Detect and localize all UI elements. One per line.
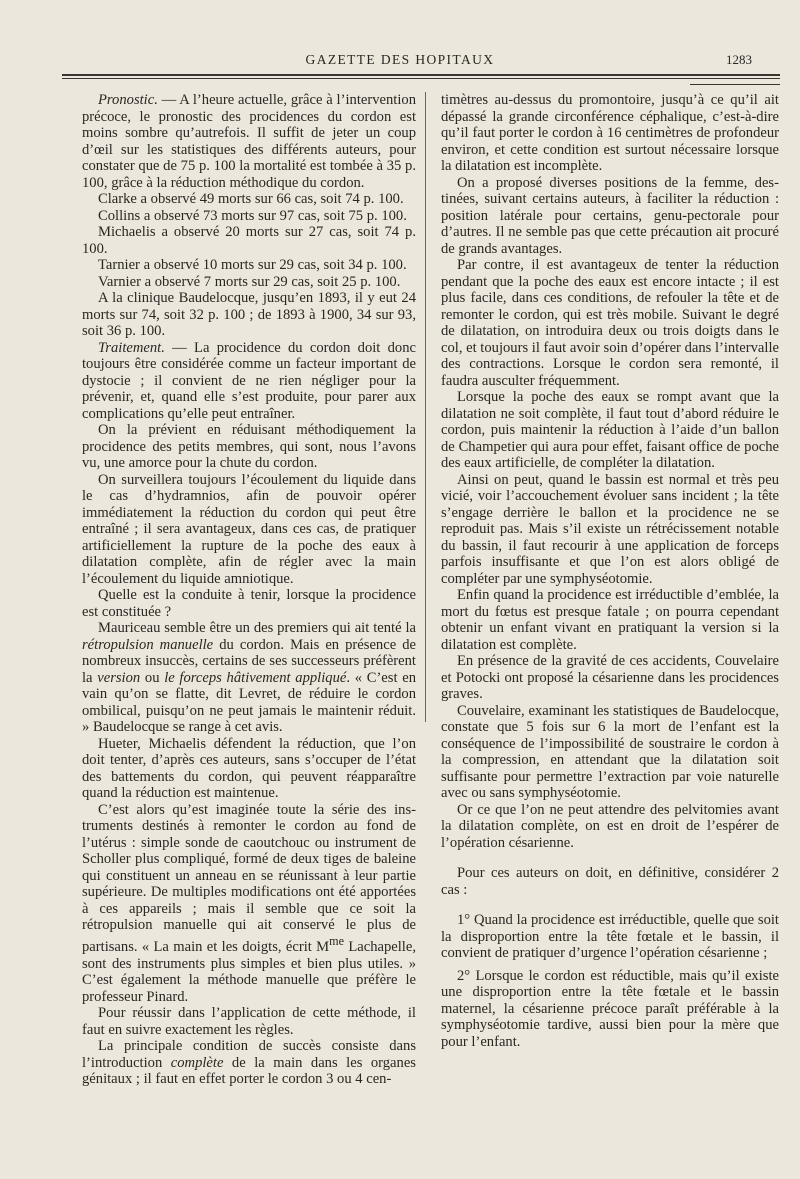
- paragraph-text: Couvelaire, examinant les statistiques de Baudelocque, constate que 5 fois sur 6 la mort de l’enfant est la conséquence de l’impossibilité de soustraire le cordon à la compression, en attendant que la dilatation soit suffisante pour permettre l’extraction par voie naturelle avec ou sans symphyséotomie.: [441, 702, 779, 801]
- right-column-paragraph: [441, 865, 779, 898]
- paragraph-text: Or ce que l’on ne peut attendre des pelvitomies avant la dilatation complète, on est en droit de l’espérer de l’opération césarienne.: [441, 801, 779, 851]
- left-column-paragraph: [82, 1005, 416, 1038]
- paragraph-text: Pour ces auteurs on doit, en définitive, considérer 2 cas :: [441, 865, 779, 898]
- header-rule-short: [690, 84, 780, 85]
- left-column-paragraph: [82, 422, 416, 472]
- section-lead: Pronostic.: [98, 92, 158, 108]
- left-column-paragraph: [82, 736, 416, 802]
- right-column-paragraph: [441, 472, 779, 588]
- section-lead: Traitement.: [98, 339, 165, 356]
- column-divider: [425, 92, 426, 722]
- left-column-paragraph: [82, 208, 416, 225]
- paragraph-text: 1° Quand la procidence est irréductible, quelle que soit la disproportion entre la tête fœtale et le bassin, il convient de pratiquer d’urgence l’opération césarienne ;: [441, 912, 779, 961]
- paragraph-text: Lorsque la poche des eaux se rompt avant que la dilatation ne soit complète, il faut tout d’abord réduire le cordon, puis maintenir la réduction à l’aide d’un ballon de Champetier qui aura pour effet, faisant office de poche des eaux artificielle, de compléter la dilatation.: [441, 389, 779, 471]
- paragraph-text: Par contre, il est avantageux de tenter la réduction pendant que la poche des eaux est encore intacte ; il est plus facile, dans ces conditions, de refouler la tête et de remonter le cordon, qui est très mobile. Suivant le degré de dilatation, on introduira deux ou trois doigts dans le col, et toujours il faut avoir soin d’opérer dans l’intervalle des contractions. Lorsque le cordon sera remonté, il faudra ausculter fréquemment.: [441, 257, 779, 389]
- right-column-paragraph: [441, 653, 779, 703]
- paragraph-text: timètres au-dessus du promontoire, jusqu’à ce qu’il ait dépassé la grande circonférence céphalique, c’est-à-dire qu’il faut porter le cordon à 16 centimètres de profondeur environ, et cette condition est surtout nécessaire lorsque la dilatation est incomplète.: [441, 92, 779, 174]
- paragraph-text: Clarke a observé 49 morts sur 66 cas, soit 74 p. 100.: [98, 191, 404, 207]
- paragraph-text: Tarnier a observé 10 morts sur 29 cas, soit 34 p. 100.: [98, 257, 407, 273]
- left-column-paragraph: [82, 191, 416, 208]
- left-column-paragraph: [82, 620, 416, 736]
- paragraph-text: On la prévient en réduisant méthodiquement la procidence des petits membres, qui sont, nous l’avons vu, une amorce pour la chute du cordon.: [82, 422, 416, 471]
- left-column-paragraph: [82, 290, 416, 340]
- paragraph-text: La principale condition de succès consiste dans l’introduction complète de la main dans les organes génitaux ; il faut en effet porter le cordon 3 ou 4 cen-: [82, 1038, 416, 1088]
- left-column: [82, 92, 416, 1088]
- paragraph-text: En présence de la gravité de ces accidents, Couvelaire et Potocki ont proposé la césarienne dans les procidences graves.: [441, 653, 779, 702]
- paragraph-text: A la clinique Baudelocque, jusqu’en 1893, il y eut 24 morts sur 74, soit 32 p. 100 ; de 1893 à 1900, 34 sur 93, soit 36 p. 100.: [82, 290, 416, 339]
- right-column-paragraph: [441, 257, 779, 389]
- left-column-paragraph: [82, 92, 416, 191]
- paragraph-text: Mauriceau semble être un des premiers qui ait tenté la rétropulsion manuelle du cordon. Mais en présence de nombreux insuccès, certains de ses successeurs préfèrent la version ou le forceps hâtivement appliqué. « C’est en vain qu’on se flatte, dit Levret, de réduire le cordon ombilical, puisqu’on ne peut jamais le maintenir réduit. » Baudelocque se range à cet avis.: [82, 620, 417, 735]
- paragraph-text: — La procidence du cordon doit donc toujours être considérée comme un facteur important de dystocie ; il convient de ne rien négliger pour la prévenir, et, quand elle s’est produite, pour parer aux complications qu’elle peut entraîner.: [82, 339, 416, 422]
- paragraph-text: Pour réussir dans l’application de cette méthode, il faut en suivre exactement les règles.: [82, 1005, 416, 1038]
- paragraph-text: Quelle est la conduite à tenir, lorsque la procidence est constituée ?: [82, 587, 416, 620]
- header-rule-thick: [62, 74, 780, 76]
- left-column-paragraph: [82, 257, 416, 274]
- paragraph-text: — A l’heure actuelle, grâce à l’intervention précoce, le pronostic des procidences du cordon est moins sombre qu’autrefois. Il suffit de jeter un coup d’œil sur les statistiques des différents auteurs, pour constater que de 75 p. 100 la mortalité est tombée à 35 p. 100, grâce à la réduction méthodique du cordon.: [82, 92, 416, 191]
- left-column-paragraph: [82, 1038, 416, 1088]
- paragraph-text: C’est alors qu’est imaginée toute la série des instruments destinés à remonter le cordon au fond de l’utérus : simple sonde de caoutchouc ou instrument de Scholler plus compliqué, formé de deux tiges de baleine qui constituent un anneau en se réunissant à leur partie supérieure. De multiples modifications ont été apportées à ces appareils ; mais il semble que ce soit la rétropulsion manuelle qui ait conservé le plus de partisans. « La main et les doigts, écrit $M^{me}$ Lachapelle, sont des instruments plus simples et bien plus utiles. » C’est également la méthode manuelle que préfère le professeur Pinard.: [82, 801, 416, 1005]
- paragraph-text: Varnier a observé 7 morts sur 29 cas, soit 25 p. 100.: [98, 273, 401, 290]
- right-column-paragraph: [441, 703, 779, 802]
- left-column-paragraph: [82, 472, 416, 588]
- right-column: [441, 92, 779, 1050]
- right-column-paragraph: [441, 968, 779, 1051]
- right-column-paragraph: [441, 92, 779, 175]
- page-number: 1283: [726, 52, 752, 67]
- left-column-paragraph: [82, 274, 416, 291]
- journal-title: GAZETTE DES HOPITAUX: [305, 52, 495, 67]
- running-head: [0, 52, 800, 72]
- paragraph-text: On surveillera toujours l’écoulement du liquide dans le cas d’hydramnios, afin de pouvoir opérer immédiatement la réduction du cordon qui peut être entraîné ; il sera avantageux, dans ces cas, de pratiquer artificiellement la rupture de la poche des eaux à dilatation complète, afin de régler avec la main l’écoulement du liquide amniotique.: [82, 471, 416, 587]
- paragraph-text: Michaelis a observé 20 morts sur 27 cas, soit 74 p. 100.: [82, 224, 416, 257]
- paragraph-text: Hueter, Michaelis défendent la réduction, que l’on doit tenter, d’après ces auteurs, sans s’occuper de l’état des battements du cordon, qui peuvent réapparaître quand la réduction est maintenue.: [82, 735, 416, 801]
- paragraph-text: On a proposé diverses positions de la femme, destinées, suivant certains auteurs, à faciliter la réduction : position latérale pour certains, genu-pectorale pour d’autres. Il ne semble pas que cette précaution ait procuré de grands avantages.: [441, 174, 779, 257]
- right-column-paragraph: [441, 802, 779, 852]
- left-column-paragraph: [82, 224, 416, 257]
- right-column-paragraph: [441, 175, 779, 258]
- right-column-paragraph: [441, 587, 779, 653]
- paragraph-text: Collins a observé 73 morts sur 97 cas, soit 75 p. 100.: [98, 207, 407, 224]
- left-column-paragraph: [82, 340, 416, 423]
- header-rule-thin: [62, 78, 780, 79]
- paragraph-text: Ainsi on peut, quand le bassin est normal et très peu vicié, voir l’accouchement évoluer sans incident ; la tête s’engage derrière le ballon et la procidence ne se reproduit pas. Mais s’il existe un rétrécissement notable du bassin, il faut recourir à une application de forceps parfois insuffisante et que l’on est alors obligé de compléter par une symphyséotomie.: [441, 471, 779, 587]
- paragraph-text: 2° Lorsque le cordon est réductible, mais qu’il existe une disproportion entre la tête fœtale et le bassin maternel, la césarienne précoce paraît préférable à la symphyséotomie tardive, aussi bien pour la mère que pour l’enfant.: [441, 967, 779, 1050]
- left-column-paragraph: [82, 587, 416, 620]
- left-column-paragraph: [82, 802, 416, 1006]
- right-column-paragraph: [441, 912, 779, 962]
- right-column-paragraph: [441, 389, 779, 472]
- paragraph-text: Enfin quand la procidence est irréductible d’emblée, la mort du fœtus est presque fatale ; on pourra cependant obtenir un enfant vivant en pratiquant la version si la dilatation est complète.: [441, 587, 779, 653]
